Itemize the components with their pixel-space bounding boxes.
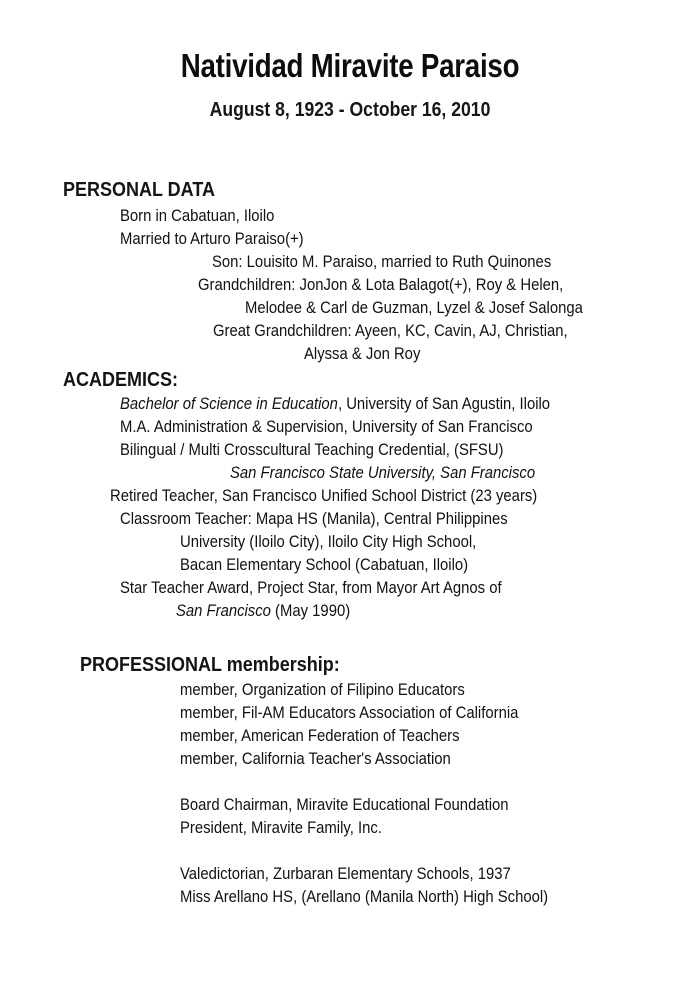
- grandchildren-line-2: Melodee & Carl de Guzman, Lyzel & Josef Salonga: [245, 299, 583, 317]
- great-grandchildren-line-2: Alyssa & Jon Roy: [304, 345, 421, 363]
- star-teacher-award-line-1: Star Teacher Award, Project Star, from Mayor Art Agnos of: [120, 579, 502, 597]
- membership-item: member, American Federation of Teachers: [180, 727, 460, 745]
- miss-arellano: Miss Arellano HS, (Arellano (Manila North) High School): [180, 888, 549, 906]
- membership-item: member, Organization of Filipino Educators: [180, 681, 465, 699]
- son: Son: Louisito M. Paraiso, married to Ruth Quinones: [212, 253, 552, 271]
- board-chairman: Board Chairman, Miravite Educational Foundation: [180, 796, 509, 814]
- masters-degree: M.A. Administration & Supervision, University of San Francisco: [120, 418, 533, 436]
- spouse: Married to Arturo Paraiso(+): [120, 230, 304, 248]
- award-city: San Francisco: [176, 602, 271, 620]
- star-teacher-award-line-2: [176, 600, 350, 622]
- teaching-credential: Bilingual / Multi Crosscultural Teaching Credential, (SFSU): [120, 441, 504, 459]
- membership-item: member, Fil-AM Educators Association of California: [180, 704, 519, 722]
- page-title: Natividad Miravite Paraiso: [180, 47, 520, 84]
- bachelor-degree-title: Bachelor of Science in Education: [120, 395, 338, 413]
- professional-heading: PROFESSIONAL membership:: [80, 654, 340, 676]
- life-dates: August 8, 1923 - October 16, 2010: [209, 99, 491, 121]
- award-date: (May 1990): [270, 602, 351, 620]
- valedictorian: Valedictorian, Zurbaran Elementary Schools, 1937: [180, 865, 511, 883]
- bachelor-degree: [120, 393, 550, 415]
- classroom-teacher-line-1: Classroom Teacher: Mapa HS (Manila), Central Philippines: [120, 510, 508, 528]
- classroom-teacher-line-3: Bacan Elementary School (Cabatuan, Iloilo): [180, 556, 469, 574]
- retired-teacher: Retired Teacher, San Francisco Unified School District (23 years): [110, 487, 538, 505]
- academics-heading: ACADEMICS:: [63, 369, 179, 391]
- membership-item: member, California Teacher's Association: [180, 750, 451, 768]
- family-president: President, Miravite Family, Inc.: [180, 819, 382, 837]
- bachelor-degree-school: , University of San Agustin, Iloilo: [337, 395, 551, 413]
- great-grandchildren-line-1: Great Grandchildren: Ayeen, KC, Cavin, AJ, Christian,: [213, 322, 568, 340]
- credential-school: San Francisco State University, San Francisco: [230, 464, 536, 482]
- birthplace: Born in Cabatuan, Iloilo: [120, 207, 275, 225]
- classroom-teacher-line-2: University (Iloilo City), Iloilo City High School,: [180, 533, 477, 551]
- grandchildren-line-1: Grandchildren: JonJon & Lota Balagot(+), Roy & Helen,: [198, 276, 564, 294]
- personal-data-heading: PERSONAL DATA: [63, 179, 216, 201]
